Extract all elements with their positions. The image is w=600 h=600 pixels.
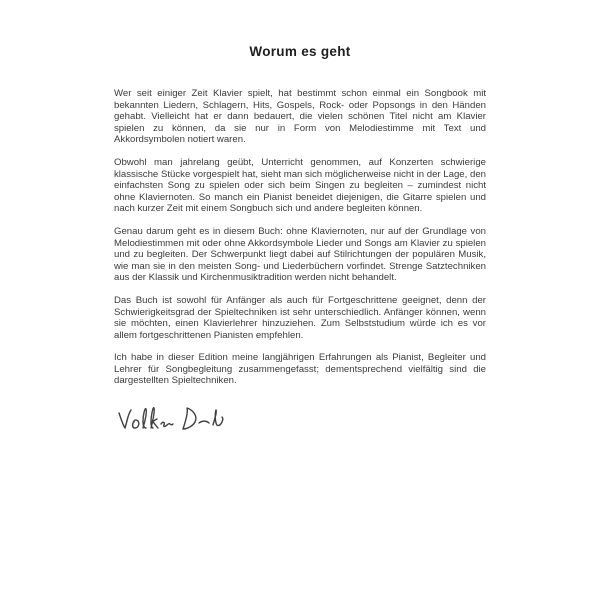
signature-handwriting-icon xyxy=(114,403,234,437)
page-title: Worum es geht xyxy=(249,44,351,59)
paragraph-1: Wer seit einiger Zeit Klavier spielt, hat bestimmt schon einmal ein Songbook mit bekannten Liedern, Schlagern, Hits, Gospels, Rock- oder Popsongs in den Händen gehabt. Vielleicht hat er dann bedauert, die vielen schönen Titel nicht am Klavier spielen zu können, da sie nur in Form von Melodiestimme mit Text und Akkordsymbolen notiert waren. xyxy=(114,88,486,146)
paragraph-5: Ich habe in dieser Edition meine langjährigen Erfahrungen als Pianist, Begleiter und Lehrer für Songbegleitung zusammengefasst; dementsprechend vielfältig sind die dargestellten Spieltechniken. xyxy=(114,352,486,387)
author-signature xyxy=(114,403,486,439)
paragraph-3: Genau darum geht es in diesem Buch: ohne Klaviernoten, nur auf der Grundlage von Melodiestimmen mit oder ohne Akkordsymbole Lieder und Songs am Klavier zu spielen und zu begleiten. Der Schwerpunkt liegt dabei auf Stilrichtungen der populären Musik, wie man sie in den meisten Song- und Liederbüchern vorfindet. Strenge Satztechniken aus der Klassik und Kirchenmusiktradition werden nicht behandelt. xyxy=(114,225,486,284)
paragraph-2: Obwohl man jahrelang geübt, Unterricht genommen, auf Konzerten schwierige klassische Stücke vorgespielt hat, sieht man sich möglicherweise nicht in der Lage, den einfachsten Song zu spielen oder sich beim Singen zu begleiten – zumindest nicht ohne Klaviernoten. So manch ein Pianist beneidet diejenigen, die Gitarre spielen und nach kurzer Zeit mit einem Songbuch sich und andere begleiten können. xyxy=(114,156,486,215)
text-block xyxy=(114,88,486,439)
paragraph-4: Das Buch ist sowohl für Anfänger als auch für Fortgeschrittene geeignet, denn der Schwierigkeitsgrad der Spieltechniken ist sehr unterschiedlich. Anfänger können, wenn sie möchten, einen Klavierlehrer hinzuziehen. Zum Selbststudium würde ich es vor allem fortgeschrittenen Pianisten empfehlen. xyxy=(114,294,486,341)
